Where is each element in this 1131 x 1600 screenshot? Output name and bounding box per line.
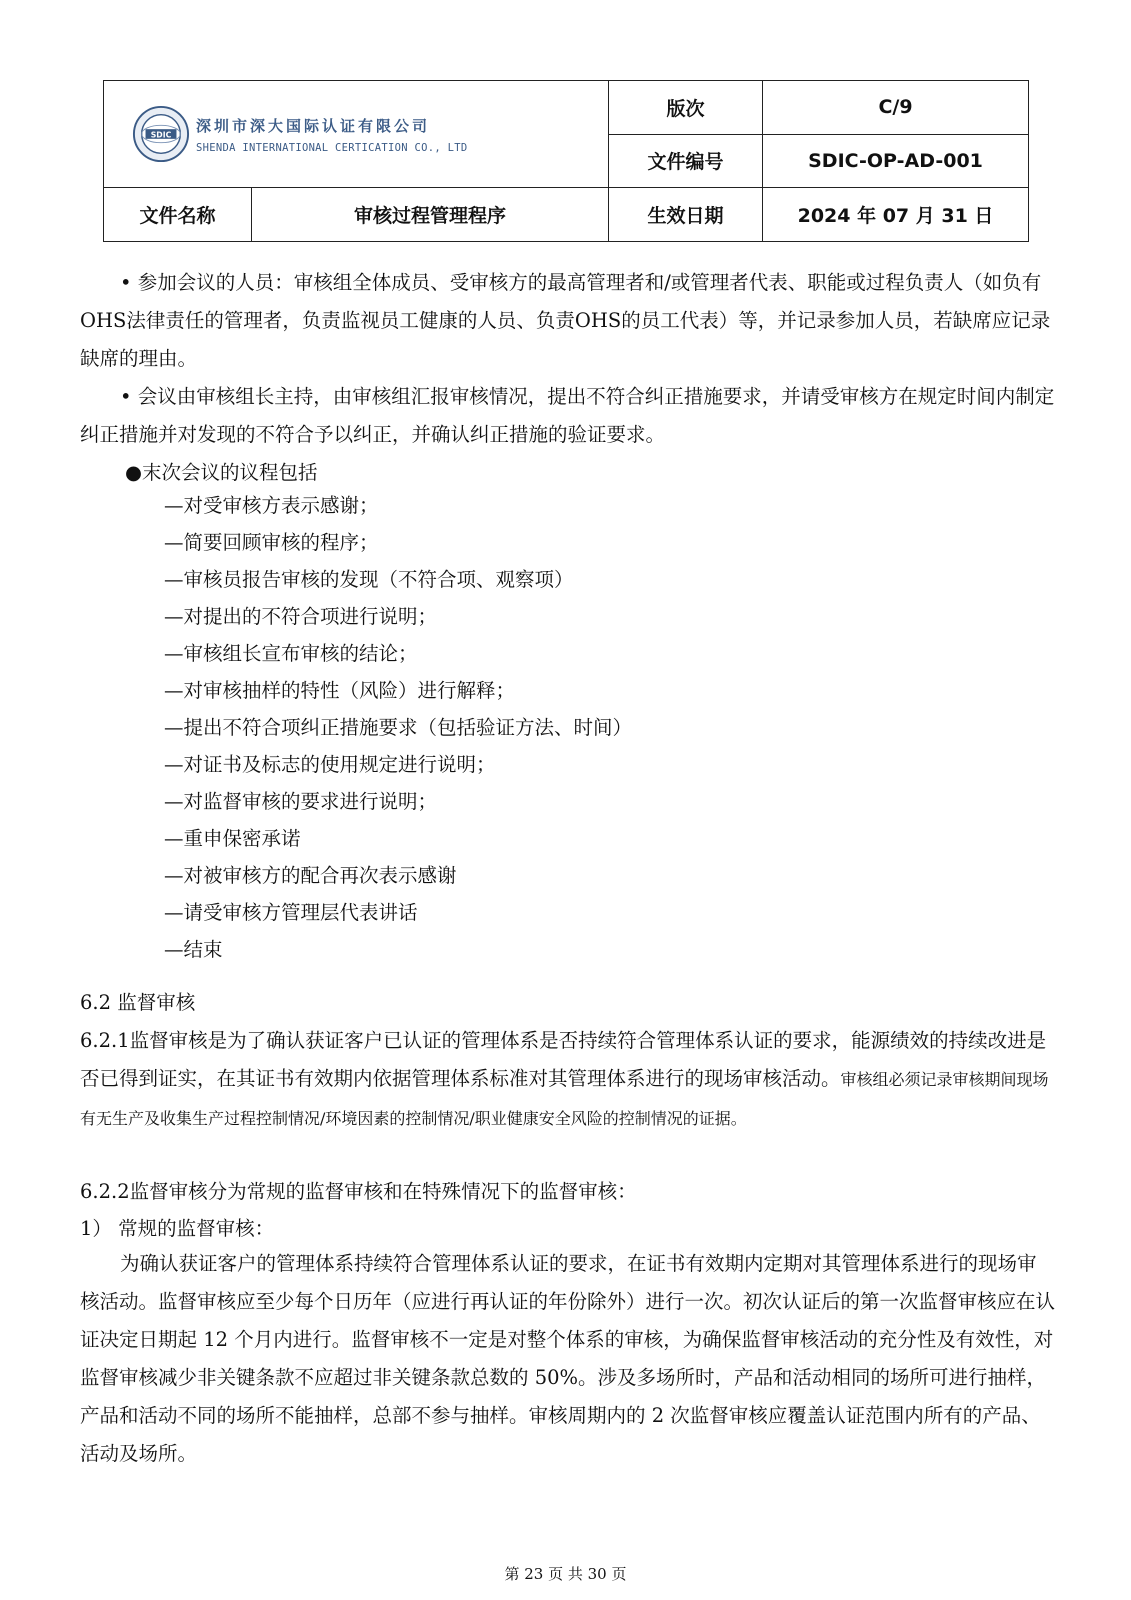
docno-value: SDIC-OP-AD-001 — [763, 134, 1029, 188]
effective-date-label: 生效日期 — [609, 188, 763, 242]
company-logo-cell — [104, 81, 609, 188]
effective-date-value: 2024 年 07 月 31 日 — [763, 188, 1029, 242]
paragraph-attendees: • 参加会议的人员：审核组全体成员、受审核方的最高管理者和/或管理者代表、职能或过程负责人（如负有OHS法律责任的管理者，负责监视员工健康的人员、负责OHS的员工代表）等，并记录参加人员，若缺席应记录缺席的理由。 — [80, 271, 1051, 370]
agenda-item: —重申保密承诺 — [164, 827, 301, 850]
agenda-item: —简要回顾审核的程序； — [164, 531, 379, 554]
agenda-item: —对被审核方的配合再次表示感谢 — [164, 864, 457, 887]
agenda-item: —审核组长宣布审核的结论； — [164, 642, 418, 665]
paragraph-6-2-1-main: 6.2.1监督审核是为了确认获证客户已认证的管理体系是否持续符合管理体系认证的要求，能源绩效的持续改进是否已得到证实，在其证书有效期内依据管理体系标准对其管理体系进行的现场审核活动。 — [80, 1029, 1047, 1090]
agenda-heading: ●末次会议的议程包括 — [125, 461, 318, 484]
agenda-item: —对提出的不符合项进行说明； — [164, 605, 438, 628]
agenda-item: —对证书及标志的使用规定进行说明； — [164, 753, 496, 776]
agenda-item: —对受审核方表示感谢； — [164, 494, 379, 517]
agenda-item: —对审核抽样的特性（风险）进行解释； — [164, 679, 516, 702]
paragraph-routine-audit: 为确认获证客户的管理体系持续符合管理体系认证的要求，在证书有效期内定期对其管理体系进行的现场审核活动。监督审核应至少每个日历年（应进行再认证的年份除外）进行一次。初次认证后的第一次监督审核应在认证决定日期起 12 个月内进行。监督审核不一定是对整个体系的审核，为确保监督审核活动的充分性及有效性，对监督审核减少非关键条款不应超过非关键条款总数的 50%。涉及多场所时，产品和活动相同的场所可进行抽样，产品和活动不同的场所不能抽样，总部不参与抽样。审核周期内的 2 次监督审核应覆盖认证范围内所有的产品、活动及场所。 — [80, 1252, 1056, 1465]
agenda-item: —审核员报告审核的发现（不符合项、观察项） — [164, 568, 574, 591]
version-value: C/9 — [763, 81, 1029, 135]
docno-label: 文件编号 — [609, 134, 763, 188]
docname-value: 审核过程管理程序 — [252, 188, 609, 242]
version-label: 版次 — [609, 81, 763, 135]
page-footer: 第 23 页 共 30 页 — [504, 1565, 627, 1583]
section-heading-6-2: 6.2 监督审核 — [80, 991, 196, 1014]
paragraph-6-2-1-note: 审核组必须记录审核期间现场有无生产及收集生产过程控制情况/环境因素的控制情况/职业健康安全风险的控制情况的证据。 — [80, 1070, 1049, 1128]
company-name-cn: 深圳市深大国际认证有限公司 — [196, 116, 431, 135]
company-name-en: SHENDA INTERNATIONAL CERTICATION CO., LTD — [196, 141, 468, 154]
agenda-item: —请受审核方管理层代表讲话 — [164, 901, 418, 924]
subheading-routine-audit: 1） 常规的监督审核： — [80, 1217, 275, 1240]
logo-text: SDIC — [150, 130, 172, 140]
paragraph-6-2-1 — [80, 1022, 1055, 1138]
company-logo-icon — [132, 105, 190, 163]
docname-label: 文件名称 — [104, 188, 252, 242]
agenda-item: —对监督审核的要求进行说明； — [164, 790, 438, 813]
agenda-item: —结束 — [164, 938, 223, 961]
paragraph-meeting-chair: • 会议由审核组长主持，由审核组汇报审核情况，提出不符合纠正措施要求，并请受审核方在规定时间内制定纠正措施并对发现的不符合予以纠正，并确认纠正措施的验证要求。 — [80, 385, 1055, 446]
paragraph-6-2-2: 6.2.2监督审核分为常规的监督审核和在特殊情况下的监督审核： — [80, 1180, 637, 1203]
document-header-table — [103, 80, 1029, 242]
agenda-item: —提出不符合项纠正措施要求（包括验证方法、时间） — [164, 716, 633, 739]
